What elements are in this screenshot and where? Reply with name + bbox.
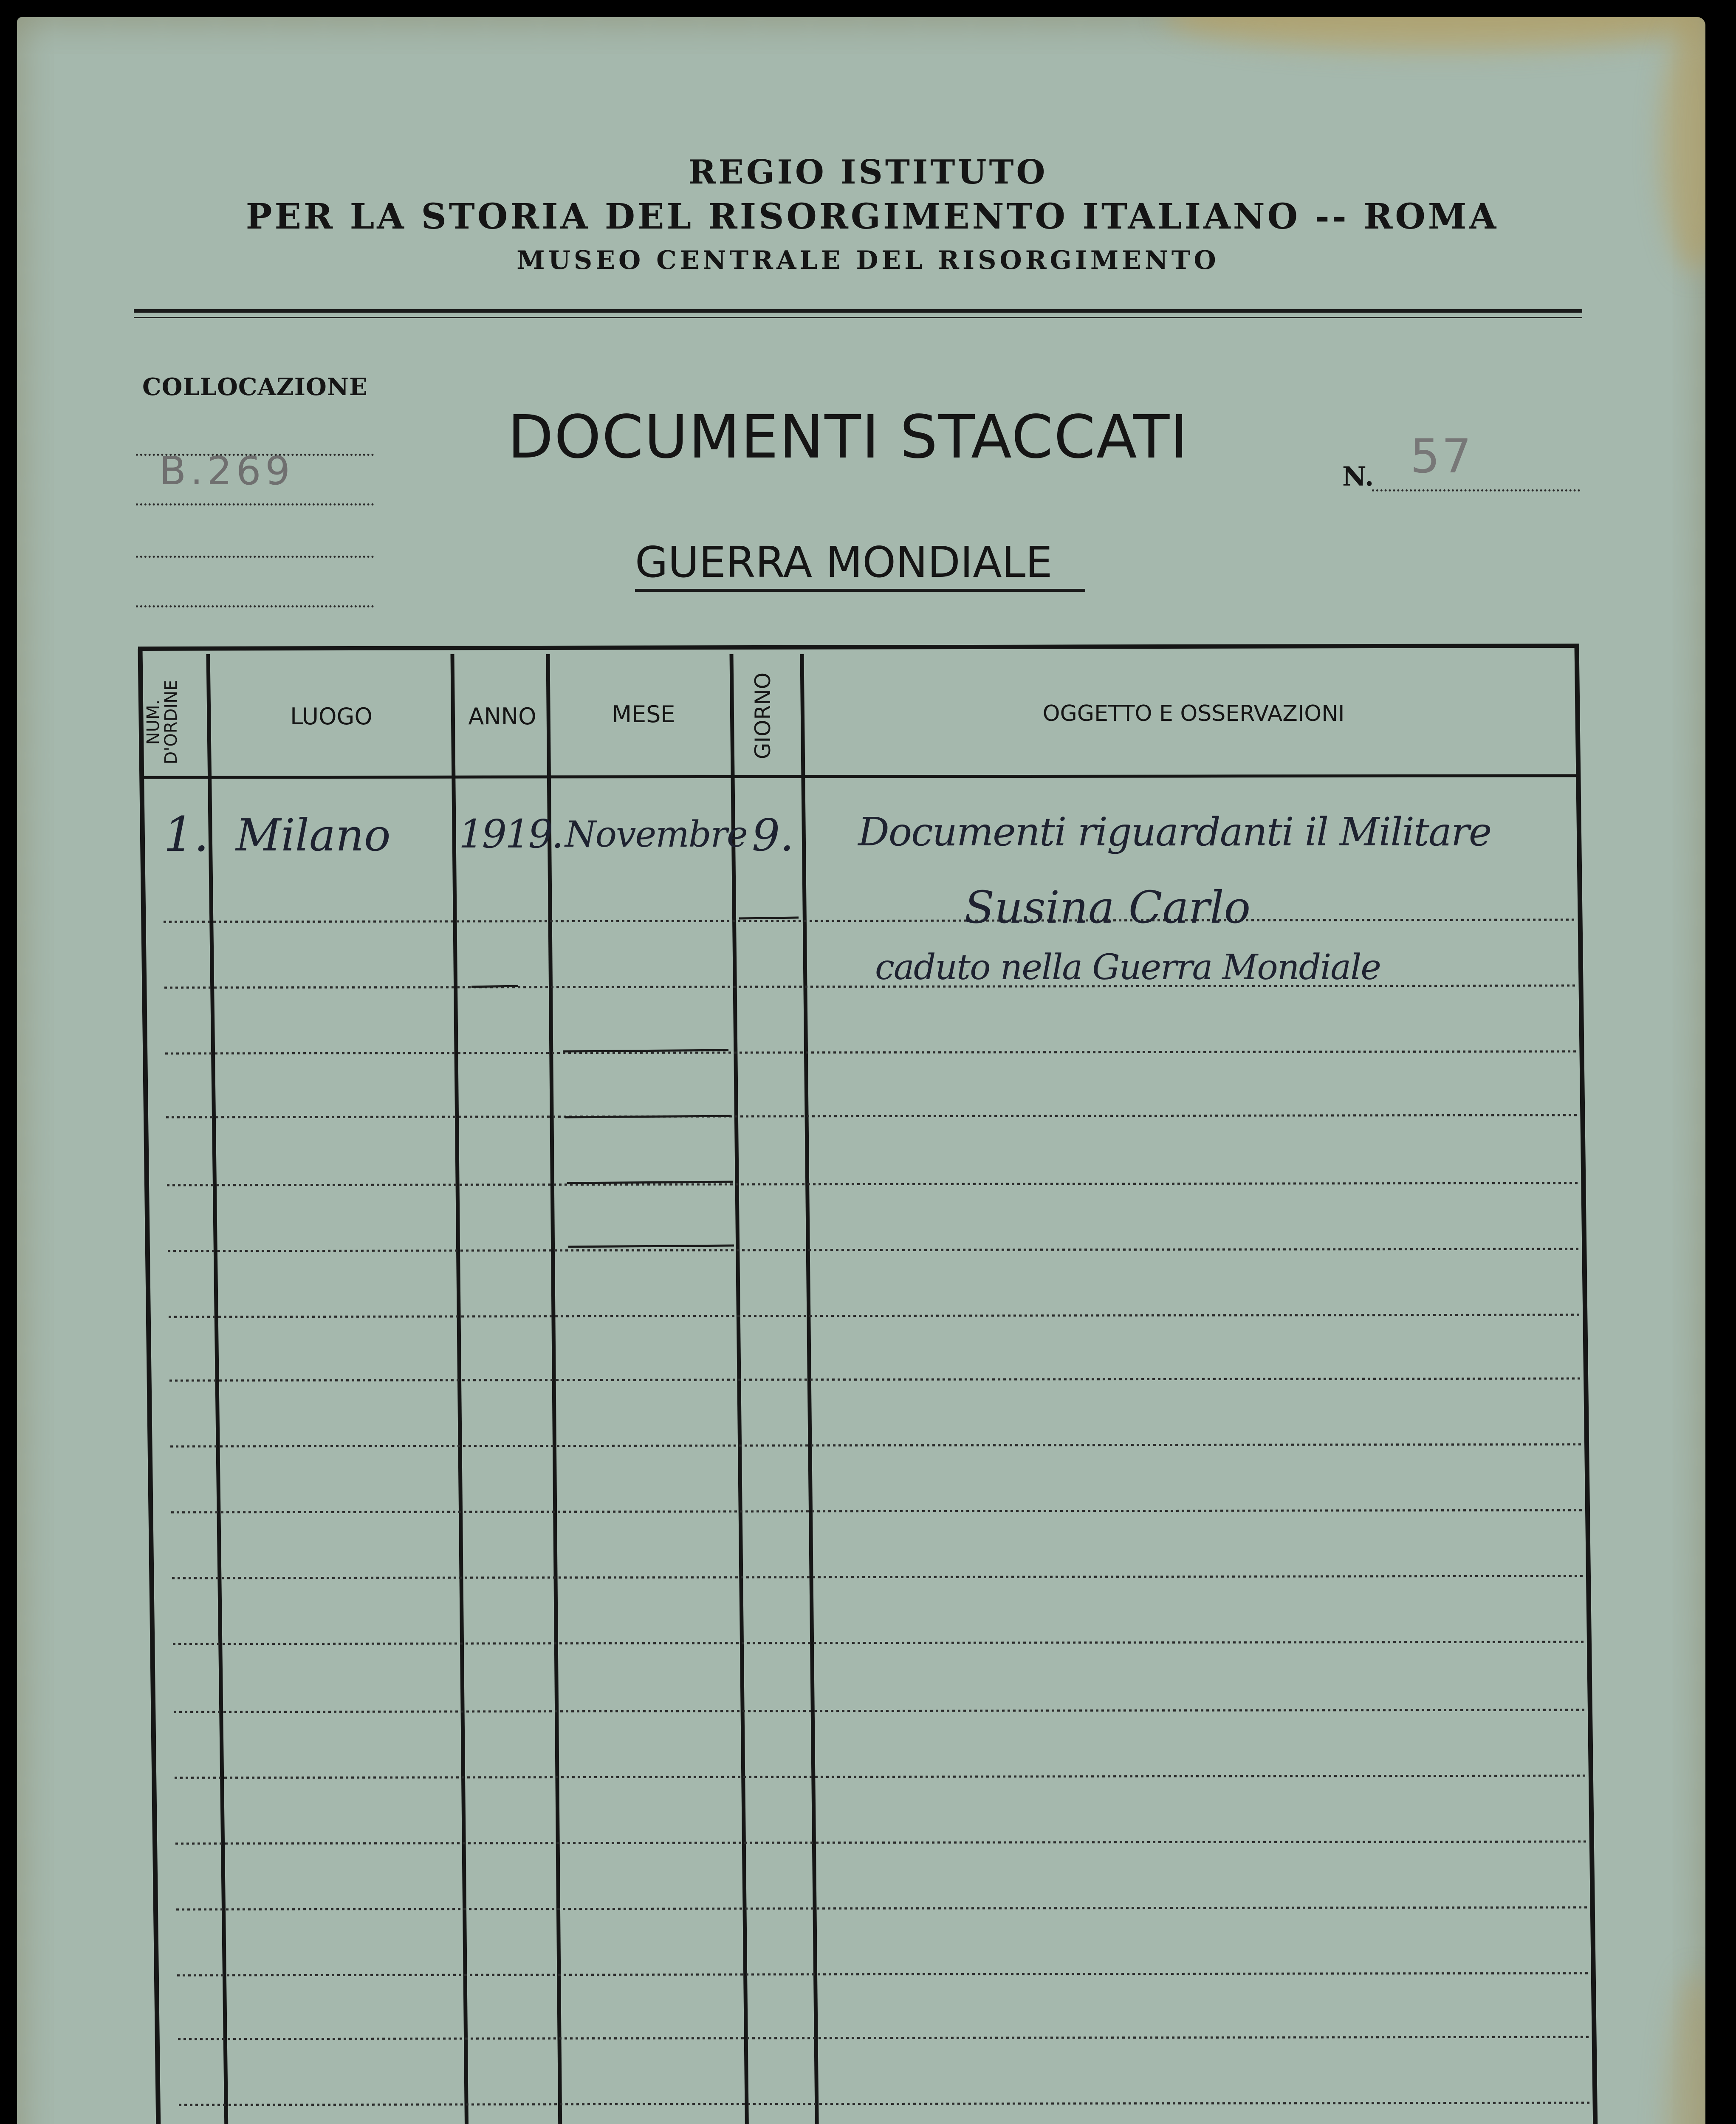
entry-oggetto-line1: Documenti riguardanti il Militare: [858, 809, 1491, 855]
document-title: DOCUMENTI STACCATI: [508, 403, 1189, 472]
column-header-luogo: LUOGO: [290, 703, 373, 730]
collocazione-label: COLLOCAZIONE: [142, 373, 368, 401]
institute-name: REGIO ISTITUTO: [688, 153, 1048, 192]
entry-oggetto-line2: Susina Carlo: [964, 881, 1251, 933]
entry-anno: 1919.: [459, 811, 562, 857]
entry-oggetto-line3: caduto nella Guerra Mondiale: [875, 947, 1380, 988]
entry-num: 1.: [164, 807, 209, 862]
column-header-num-line1: NUM.: [144, 699, 163, 745]
entry-mese: Novembre: [565, 813, 747, 855]
column-header-num: [144, 646, 191, 799]
museum-name: MUSEO CENTRALE DEL RISORGIMENTO: [517, 246, 1219, 275]
column-header-mese: MESE: [612, 701, 675, 728]
number-label: N.: [1342, 461, 1374, 492]
column-header-anno: ANNO: [468, 703, 536, 730]
entry-giorno: 9.: [752, 809, 794, 861]
number-value: 57: [1410, 429, 1473, 483]
column-header-giorno: GIORNO: [751, 672, 775, 760]
column-header-num-line2: D'ORDINE: [161, 680, 181, 765]
entry-luogo: Milano: [236, 809, 391, 861]
collocazione-value: B.269: [159, 448, 294, 494]
institute-subtitle: PER LA STORIA DEL RISORGIMENTO ITALIANO -- ROMA: [246, 196, 1499, 237]
column-header-oggetto: OGGETTO E OSSERVAZIONI: [1042, 701, 1345, 726]
document-subtitle: GUERRA MONDIALE: [635, 537, 1053, 587]
